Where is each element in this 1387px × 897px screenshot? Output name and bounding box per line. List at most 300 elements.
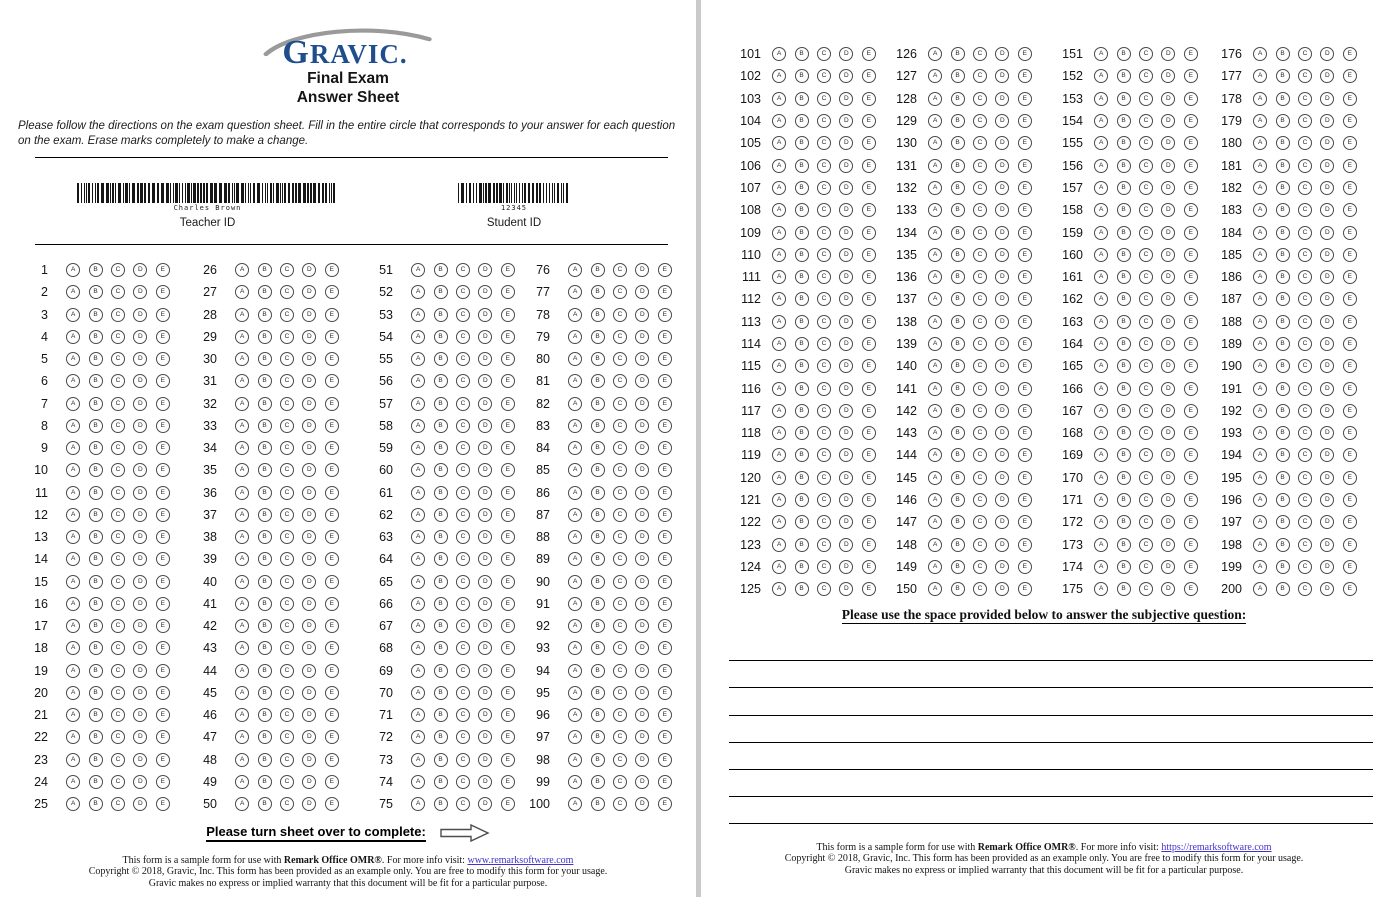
answer-bubble-55-C[interactable]: C: [456, 352, 470, 366]
answer-bubble-91-C[interactable]: C: [613, 597, 627, 611]
answer-bubble-108-E[interactable]: E: [862, 203, 876, 217]
answer-bubble-28-E[interactable]: E: [325, 308, 339, 322]
answer-bubble-46-D[interactable]: D: [302, 708, 316, 722]
answer-bubble-23-A[interactable]: A: [66, 753, 80, 767]
answer-bubble-123-E[interactable]: E: [862, 538, 876, 552]
answer-bubble-18-A[interactable]: A: [66, 641, 80, 655]
answer-bubble-113-D[interactable]: D: [839, 315, 853, 329]
answer-bubble-165-B[interactable]: B: [1117, 359, 1131, 373]
answer-bubble-151-C[interactable]: C: [1139, 47, 1153, 61]
answer-bubble-189-E[interactable]: E: [1343, 337, 1357, 351]
answer-line-7[interactable]: [729, 797, 1373, 824]
answer-bubble-122-C[interactable]: C: [817, 515, 831, 529]
answer-bubble-6-A[interactable]: A: [66, 374, 80, 388]
answer-bubble-141-D[interactable]: D: [995, 382, 1009, 396]
answer-bubble-47-A[interactable]: A: [235, 730, 249, 744]
answer-bubble-38-E[interactable]: E: [325, 530, 339, 544]
answer-bubble-125-E[interactable]: E: [862, 582, 876, 596]
answer-bubble-108-B[interactable]: B: [795, 203, 809, 217]
answer-bubble-137-A[interactable]: A: [928, 292, 942, 306]
answer-bubble-142-A[interactable]: A: [928, 404, 942, 418]
answer-bubble-148-E[interactable]: E: [1018, 538, 1032, 552]
answer-bubble-148-A[interactable]: A: [928, 538, 942, 552]
answer-bubble-128-C[interactable]: C: [973, 92, 987, 106]
answer-bubble-184-B[interactable]: B: [1276, 226, 1290, 240]
answer-bubble-195-D[interactable]: D: [1320, 471, 1334, 485]
answer-bubble-142-B[interactable]: B: [951, 404, 965, 418]
answer-bubble-62-B[interactable]: B: [434, 508, 448, 522]
answer-bubble-117-B[interactable]: B: [795, 404, 809, 418]
answer-bubble-1-C[interactable]: C: [111, 263, 125, 277]
answer-bubble-28-D[interactable]: D: [302, 308, 316, 322]
answer-bubble-16-E[interactable]: E: [156, 597, 170, 611]
answer-bubble-97-A[interactable]: A: [568, 730, 582, 744]
answer-bubble-52-C[interactable]: C: [456, 285, 470, 299]
answer-bubble-175-B[interactable]: B: [1117, 582, 1131, 596]
answer-bubble-53-E[interactable]: E: [501, 308, 515, 322]
answer-bubble-90-A[interactable]: A: [568, 575, 582, 589]
answer-bubble-61-D[interactable]: D: [478, 486, 492, 500]
answer-bubble-138-B[interactable]: B: [951, 315, 965, 329]
answer-bubble-64-A[interactable]: A: [411, 552, 425, 566]
answer-bubble-158-C[interactable]: C: [1139, 203, 1153, 217]
answer-bubble-167-B[interactable]: B: [1117, 404, 1131, 418]
answer-bubble-62-A[interactable]: A: [411, 508, 425, 522]
answer-bubble-87-C[interactable]: C: [613, 508, 627, 522]
answer-bubble-122-D[interactable]: D: [839, 515, 853, 529]
answer-bubble-197-C[interactable]: C: [1298, 515, 1312, 529]
answer-bubble-45-C[interactable]: C: [280, 686, 294, 700]
answer-bubble-126-B[interactable]: B: [951, 47, 965, 61]
answer-bubble-50-B[interactable]: B: [258, 797, 272, 811]
answer-bubble-84-D[interactable]: D: [635, 441, 649, 455]
answer-bubble-118-E[interactable]: E: [862, 426, 876, 440]
answer-bubble-68-B[interactable]: B: [434, 641, 448, 655]
answer-bubble-164-D[interactable]: D: [1161, 337, 1175, 351]
answer-bubble-32-C[interactable]: C: [280, 397, 294, 411]
answer-bubble-89-C[interactable]: C: [613, 552, 627, 566]
answer-bubble-49-A[interactable]: A: [235, 775, 249, 789]
answer-bubble-19-B[interactable]: B: [89, 664, 103, 678]
answer-bubble-85-C[interactable]: C: [613, 463, 627, 477]
answer-bubble-135-E[interactable]: E: [1018, 248, 1032, 262]
answer-bubble-63-D[interactable]: D: [478, 530, 492, 544]
answer-bubble-70-C[interactable]: C: [456, 686, 470, 700]
answer-bubble-47-C[interactable]: C: [280, 730, 294, 744]
answer-bubble-108-C[interactable]: C: [817, 203, 831, 217]
answer-bubble-54-C[interactable]: C: [456, 330, 470, 344]
answer-bubble-191-B[interactable]: B: [1276, 382, 1290, 396]
answer-bubble-40-D[interactable]: D: [302, 575, 316, 589]
answer-bubble-103-C[interactable]: C: [817, 92, 831, 106]
answer-bubble-40-E[interactable]: E: [325, 575, 339, 589]
answer-bubble-20-D[interactable]: D: [133, 686, 147, 700]
answer-bubble-24-C[interactable]: C: [111, 775, 125, 789]
answer-bubble-178-C[interactable]: C: [1298, 92, 1312, 106]
answer-bubble-81-A[interactable]: A: [568, 374, 582, 388]
answer-bubble-71-C[interactable]: C: [456, 708, 470, 722]
answer-bubble-14-D[interactable]: D: [133, 552, 147, 566]
answer-bubble-13-B[interactable]: B: [89, 530, 103, 544]
answer-bubble-147-B[interactable]: B: [951, 515, 965, 529]
answer-bubble-172-D[interactable]: D: [1161, 515, 1175, 529]
answer-bubble-146-B[interactable]: B: [951, 493, 965, 507]
answer-bubble-18-D[interactable]: D: [133, 641, 147, 655]
answer-bubble-136-B[interactable]: B: [951, 270, 965, 284]
answer-bubble-45-E[interactable]: E: [325, 686, 339, 700]
answer-bubble-65-A[interactable]: A: [411, 575, 425, 589]
answer-bubble-143-B[interactable]: B: [951, 426, 965, 440]
answer-bubble-117-A[interactable]: A: [772, 404, 786, 418]
answer-bubble-90-D[interactable]: D: [635, 575, 649, 589]
answer-bubble-101-B[interactable]: B: [795, 47, 809, 61]
answer-bubble-188-E[interactable]: E: [1343, 315, 1357, 329]
answer-bubble-120-C[interactable]: C: [817, 471, 831, 485]
answer-bubble-129-A[interactable]: A: [928, 114, 942, 128]
answer-bubble-166-C[interactable]: C: [1139, 382, 1153, 396]
answer-bubble-198-A[interactable]: A: [1253, 538, 1267, 552]
answer-bubble-59-A[interactable]: A: [411, 441, 425, 455]
answer-bubble-138-C[interactable]: C: [973, 315, 987, 329]
answer-bubble-148-D[interactable]: D: [995, 538, 1009, 552]
answer-bubble-3-B[interactable]: B: [89, 308, 103, 322]
answer-bubble-150-E[interactable]: E: [1018, 582, 1032, 596]
answer-bubble-63-B[interactable]: B: [434, 530, 448, 544]
answer-bubble-60-B[interactable]: B: [434, 463, 448, 477]
answer-bubble-148-C[interactable]: C: [973, 538, 987, 552]
answer-bubble-99-D[interactable]: D: [635, 775, 649, 789]
answer-bubble-173-D[interactable]: D: [1161, 538, 1175, 552]
answer-bubble-48-C[interactable]: C: [280, 753, 294, 767]
answer-bubble-153-D[interactable]: D: [1161, 92, 1175, 106]
answer-bubble-128-D[interactable]: D: [995, 92, 1009, 106]
answer-bubble-98-C[interactable]: C: [613, 753, 627, 767]
answer-bubble-59-E[interactable]: E: [501, 441, 515, 455]
answer-bubble-60-A[interactable]: A: [411, 463, 425, 477]
answer-bubble-110-C[interactable]: C: [817, 248, 831, 262]
answer-bubble-65-D[interactable]: D: [478, 575, 492, 589]
answer-bubble-111-D[interactable]: D: [839, 270, 853, 284]
answer-bubble-166-D[interactable]: D: [1161, 382, 1175, 396]
answer-bubble-68-D[interactable]: D: [478, 641, 492, 655]
answer-bubble-155-D[interactable]: D: [1161, 136, 1175, 150]
answer-bubble-127-E[interactable]: E: [1018, 69, 1032, 83]
answer-bubble-182-E[interactable]: E: [1343, 181, 1357, 195]
answer-bubble-147-D[interactable]: D: [995, 515, 1009, 529]
answer-bubble-8-A[interactable]: A: [66, 419, 80, 433]
answer-bubble-32-E[interactable]: E: [325, 397, 339, 411]
answer-bubble-190-E[interactable]: E: [1343, 359, 1357, 373]
answer-bubble-15-E[interactable]: E: [156, 575, 170, 589]
answer-bubble-48-D[interactable]: D: [302, 753, 316, 767]
answer-bubble-193-A[interactable]: A: [1253, 426, 1267, 440]
answer-bubble-161-B[interactable]: B: [1117, 270, 1131, 284]
answer-bubble-155-E[interactable]: E: [1184, 136, 1198, 150]
answer-bubble-142-C[interactable]: C: [973, 404, 987, 418]
answer-bubble-139-B[interactable]: B: [951, 337, 965, 351]
answer-bubble-7-D[interactable]: D: [133, 397, 147, 411]
answer-bubble-168-D[interactable]: D: [1161, 426, 1175, 440]
answer-bubble-136-E[interactable]: E: [1018, 270, 1032, 284]
answer-bubble-11-D[interactable]: D: [133, 486, 147, 500]
answer-bubble-34-B[interactable]: B: [258, 441, 272, 455]
answer-bubble-188-D[interactable]: D: [1320, 315, 1334, 329]
answer-bubble-57-B[interactable]: B: [434, 397, 448, 411]
answer-bubble-129-C[interactable]: C: [973, 114, 987, 128]
answer-bubble-147-C[interactable]: C: [973, 515, 987, 529]
answer-bubble-66-A[interactable]: A: [411, 597, 425, 611]
answer-bubble-24-A[interactable]: A: [66, 775, 80, 789]
answer-bubble-10-A[interactable]: A: [66, 463, 80, 477]
answer-bubble-78-A[interactable]: A: [568, 308, 582, 322]
answer-bubble-106-B[interactable]: B: [795, 159, 809, 173]
answer-bubble-173-E[interactable]: E: [1184, 538, 1198, 552]
answer-bubble-102-D[interactable]: D: [839, 69, 853, 83]
answer-bubble-35-D[interactable]: D: [302, 463, 316, 477]
answer-bubble-198-D[interactable]: D: [1320, 538, 1334, 552]
answer-bubble-128-A[interactable]: A: [928, 92, 942, 106]
answer-bubble-116-B[interactable]: B: [795, 382, 809, 396]
answer-bubble-180-E[interactable]: E: [1343, 136, 1357, 150]
answer-bubble-186-C[interactable]: C: [1298, 270, 1312, 284]
answer-bubble-112-E[interactable]: E: [862, 292, 876, 306]
answer-bubble-88-D[interactable]: D: [635, 530, 649, 544]
answer-bubble-21-E[interactable]: E: [156, 708, 170, 722]
answer-bubble-51-D[interactable]: D: [478, 263, 492, 277]
answer-bubble-172-E[interactable]: E: [1184, 515, 1198, 529]
answer-bubble-168-A[interactable]: A: [1094, 426, 1108, 440]
answer-bubble-31-B[interactable]: B: [258, 374, 272, 388]
answer-bubble-133-D[interactable]: D: [995, 203, 1009, 217]
answer-bubble-139-D[interactable]: D: [995, 337, 1009, 351]
answer-bubble-114-E[interactable]: E: [862, 337, 876, 351]
answer-bubble-20-C[interactable]: C: [111, 686, 125, 700]
answer-bubble-93-B[interactable]: B: [591, 641, 605, 655]
answer-bubble-53-C[interactable]: C: [456, 308, 470, 322]
answer-bubble-117-E[interactable]: E: [862, 404, 876, 418]
answer-bubble-84-C[interactable]: C: [613, 441, 627, 455]
answer-bubble-70-B[interactable]: B: [434, 686, 448, 700]
answer-bubble-158-E[interactable]: E: [1184, 203, 1198, 217]
answer-bubble-195-E[interactable]: E: [1343, 471, 1357, 485]
answer-bubble-190-B[interactable]: B: [1276, 359, 1290, 373]
answer-bubble-54-D[interactable]: D: [478, 330, 492, 344]
answer-bubble-197-E[interactable]: E: [1343, 515, 1357, 529]
answer-bubble-177-A[interactable]: A: [1253, 69, 1267, 83]
answer-bubble-68-A[interactable]: A: [411, 641, 425, 655]
answer-bubble-77-B[interactable]: B: [591, 285, 605, 299]
answer-bubble-143-A[interactable]: A: [928, 426, 942, 440]
answer-bubble-160-E[interactable]: E: [1184, 248, 1198, 262]
answer-bubble-93-D[interactable]: D: [635, 641, 649, 655]
answer-bubble-96-E[interactable]: E: [658, 708, 672, 722]
answer-bubble-49-B[interactable]: B: [258, 775, 272, 789]
answer-bubble-72-E[interactable]: E: [501, 730, 515, 744]
answer-bubble-97-D[interactable]: D: [635, 730, 649, 744]
answer-bubble-25-A[interactable]: A: [66, 797, 80, 811]
answer-bubble-180-B[interactable]: B: [1276, 136, 1290, 150]
remarksoftware-link[interactable]: https://remarksoftware.com: [1161, 842, 1272, 853]
answer-bubble-159-C[interactable]: C: [1139, 226, 1153, 240]
answer-bubble-182-D[interactable]: D: [1320, 181, 1334, 195]
answer-bubble-36-C[interactable]: C: [280, 486, 294, 500]
answer-bubble-65-E[interactable]: E: [501, 575, 515, 589]
answer-bubble-160-D[interactable]: D: [1161, 248, 1175, 262]
answer-bubble-89-E[interactable]: E: [658, 552, 672, 566]
answer-bubble-12-D[interactable]: D: [133, 508, 147, 522]
answer-bubble-21-A[interactable]: A: [66, 708, 80, 722]
answer-bubble-34-A[interactable]: A: [235, 441, 249, 455]
answer-bubble-135-C[interactable]: C: [973, 248, 987, 262]
answer-bubble-170-A[interactable]: A: [1094, 471, 1108, 485]
answer-bubble-23-D[interactable]: D: [133, 753, 147, 767]
answer-bubble-4-E[interactable]: E: [156, 330, 170, 344]
answer-bubble-171-B[interactable]: B: [1117, 493, 1131, 507]
answer-bubble-92-B[interactable]: B: [591, 619, 605, 633]
answer-bubble-102-B[interactable]: B: [795, 69, 809, 83]
answer-bubble-123-B[interactable]: B: [795, 538, 809, 552]
answer-bubble-133-B[interactable]: B: [951, 203, 965, 217]
answer-bubble-115-D[interactable]: D: [839, 359, 853, 373]
answer-bubble-146-C[interactable]: C: [973, 493, 987, 507]
answer-bubble-195-A[interactable]: A: [1253, 471, 1267, 485]
answer-bubble-188-C[interactable]: C: [1298, 315, 1312, 329]
answer-bubble-16-B[interactable]: B: [89, 597, 103, 611]
answer-bubble-85-A[interactable]: A: [568, 463, 582, 477]
answer-bubble-2-B[interactable]: B: [89, 285, 103, 299]
answer-bubble-47-B[interactable]: B: [258, 730, 272, 744]
answer-bubble-104-C[interactable]: C: [817, 114, 831, 128]
answer-bubble-178-A[interactable]: A: [1253, 92, 1267, 106]
answer-bubble-44-A[interactable]: A: [235, 664, 249, 678]
answer-bubble-50-C[interactable]: C: [280, 797, 294, 811]
answer-bubble-2-C[interactable]: C: [111, 285, 125, 299]
answer-bubble-11-E[interactable]: E: [156, 486, 170, 500]
answer-bubble-80-A[interactable]: A: [568, 352, 582, 366]
answer-bubble-40-C[interactable]: C: [280, 575, 294, 589]
answer-bubble-122-A[interactable]: A: [772, 515, 786, 529]
answer-bubble-48-B[interactable]: B: [258, 753, 272, 767]
answer-bubble-151-A[interactable]: A: [1094, 47, 1108, 61]
answer-bubble-108-A[interactable]: A: [772, 203, 786, 217]
answer-bubble-129-E[interactable]: E: [1018, 114, 1032, 128]
answer-bubble-161-A[interactable]: A: [1094, 270, 1108, 284]
answer-bubble-11-B[interactable]: B: [89, 486, 103, 500]
answer-bubble-116-A[interactable]: A: [772, 382, 786, 396]
answer-bubble-116-C[interactable]: C: [817, 382, 831, 396]
answer-bubble-66-D[interactable]: D: [478, 597, 492, 611]
answer-bubble-2-A[interactable]: A: [66, 285, 80, 299]
answer-bubble-80-D[interactable]: D: [635, 352, 649, 366]
answer-bubble-30-E[interactable]: E: [325, 352, 339, 366]
answer-bubble-43-A[interactable]: A: [235, 641, 249, 655]
answer-bubble-103-B[interactable]: B: [795, 92, 809, 106]
answer-bubble-120-B[interactable]: B: [795, 471, 809, 485]
answer-bubble-61-A[interactable]: A: [411, 486, 425, 500]
answer-bubble-141-E[interactable]: E: [1018, 382, 1032, 396]
answer-bubble-166-E[interactable]: E: [1184, 382, 1198, 396]
answer-bubble-106-C[interactable]: C: [817, 159, 831, 173]
answer-bubble-20-B[interactable]: B: [89, 686, 103, 700]
answer-bubble-54-E[interactable]: E: [501, 330, 515, 344]
answer-bubble-110-A[interactable]: A: [772, 248, 786, 262]
answer-bubble-60-C[interactable]: C: [456, 463, 470, 477]
answer-bubble-127-C[interactable]: C: [973, 69, 987, 83]
answer-bubble-16-A[interactable]: A: [66, 597, 80, 611]
answer-bubble-106-E[interactable]: E: [862, 159, 876, 173]
answer-bubble-75-D[interactable]: D: [478, 797, 492, 811]
answer-bubble-80-B[interactable]: B: [591, 352, 605, 366]
answer-bubble-192-C[interactable]: C: [1298, 404, 1312, 418]
answer-bubble-1-D[interactable]: D: [133, 263, 147, 277]
answer-bubble-36-D[interactable]: D: [302, 486, 316, 500]
answer-bubble-39-A[interactable]: A: [235, 552, 249, 566]
answer-bubble-190-C[interactable]: C: [1298, 359, 1312, 373]
answer-bubble-13-E[interactable]: E: [156, 530, 170, 544]
answer-bubble-92-D[interactable]: D: [635, 619, 649, 633]
answer-bubble-46-C[interactable]: C: [280, 708, 294, 722]
answer-bubble-81-D[interactable]: D: [635, 374, 649, 388]
answer-bubble-121-D[interactable]: D: [839, 493, 853, 507]
answer-bubble-12-C[interactable]: C: [111, 508, 125, 522]
answer-bubble-7-C[interactable]: C: [111, 397, 125, 411]
answer-bubble-54-B[interactable]: B: [434, 330, 448, 344]
answer-bubble-59-B[interactable]: B: [434, 441, 448, 455]
answer-bubble-183-D[interactable]: D: [1320, 203, 1334, 217]
answer-bubble-153-A[interactable]: A: [1094, 92, 1108, 106]
answer-bubble-175-D[interactable]: D: [1161, 582, 1175, 596]
answer-bubble-30-A[interactable]: A: [235, 352, 249, 366]
answer-bubble-160-C[interactable]: C: [1139, 248, 1153, 262]
answer-bubble-135-D[interactable]: D: [995, 248, 1009, 262]
answer-bubble-15-D[interactable]: D: [133, 575, 147, 589]
answer-bubble-105-E[interactable]: E: [862, 136, 876, 150]
answer-bubble-199-C[interactable]: C: [1298, 560, 1312, 574]
answer-bubble-189-D[interactable]: D: [1320, 337, 1334, 351]
answer-bubble-141-C[interactable]: C: [973, 382, 987, 396]
answer-bubble-101-D[interactable]: D: [839, 47, 853, 61]
answer-bubble-94-C[interactable]: C: [613, 664, 627, 678]
answer-bubble-73-E[interactable]: E: [501, 753, 515, 767]
answer-bubble-20-A[interactable]: A: [66, 686, 80, 700]
answer-bubble-9-E[interactable]: E: [156, 441, 170, 455]
answer-bubble-94-B[interactable]: B: [591, 664, 605, 678]
answer-bubble-118-B[interactable]: B: [795, 426, 809, 440]
answer-bubble-155-C[interactable]: C: [1139, 136, 1153, 150]
answer-bubble-8-D[interactable]: D: [133, 419, 147, 433]
answer-bubble-43-B[interactable]: B: [258, 641, 272, 655]
answer-bubble-58-E[interactable]: E: [501, 419, 515, 433]
answer-bubble-180-D[interactable]: D: [1320, 136, 1334, 150]
answer-bubble-96-C[interactable]: C: [613, 708, 627, 722]
answer-bubble-150-C[interactable]: C: [973, 582, 987, 596]
answer-bubble-23-B[interactable]: B: [89, 753, 103, 767]
answer-bubble-54-A[interactable]: A: [411, 330, 425, 344]
answer-bubble-29-A[interactable]: A: [235, 330, 249, 344]
answer-bubble-74-C[interactable]: C: [456, 775, 470, 789]
answer-bubble-126-C[interactable]: C: [973, 47, 987, 61]
answer-bubble-128-B[interactable]: B: [951, 92, 965, 106]
answer-bubble-126-A[interactable]: A: [928, 47, 942, 61]
answer-bubble-106-D[interactable]: D: [839, 159, 853, 173]
answer-bubble-144-D[interactable]: D: [995, 448, 1009, 462]
answer-bubble-100-C[interactable]: C: [613, 797, 627, 811]
answer-bubble-121-E[interactable]: E: [862, 493, 876, 507]
answer-bubble-129-D[interactable]: D: [995, 114, 1009, 128]
answer-bubble-175-E[interactable]: E: [1184, 582, 1198, 596]
answer-bubble-163-E[interactable]: E: [1184, 315, 1198, 329]
answer-bubble-117-C[interactable]: C: [817, 404, 831, 418]
